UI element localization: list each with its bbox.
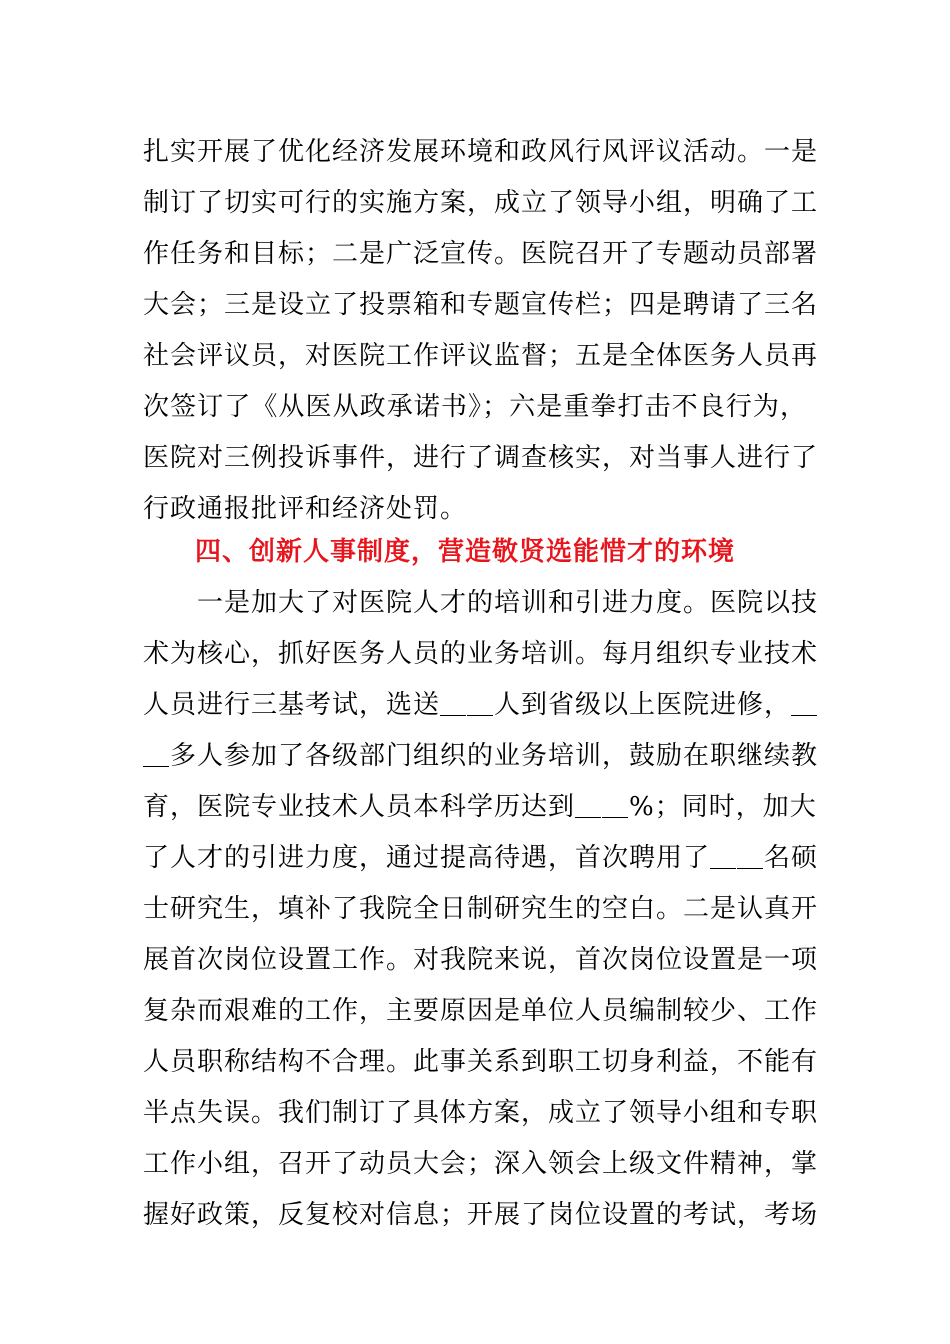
text-line: 了人才的引进力度，通过提高待遇，首次聘用了＿＿名硕: [143, 843, 819, 873]
text-line: 半点失误。我们制订了具体方案，成立了领导小组和专职: [143, 1098, 819, 1128]
text-line: 扎实开展了优化经济发展环境和政风行风评议活动。一是: [143, 137, 819, 167]
text-line: 士研究生，填补了我院全日制研究生的空白。二是认真开: [143, 894, 819, 924]
text-line: 社会评议员，对医院工作评议监督；五是全体医务人员再: [143, 341, 819, 371]
text-line: 一是加大了对医院人才的培训和引进力度。医院以技: [143, 588, 819, 618]
text-line: 术为核心，抓好医务人员的业务培训。每月组织专业技术: [143, 639, 819, 669]
text-line: 人员职称结构不合理。此事关系到职工切身利益，不能有: [143, 1047, 819, 1077]
text-line: 复杂而艰难的工作，主要原因是单位人员编制较少、工作: [143, 996, 819, 1026]
text-line: 大会；三是设立了投票箱和专题宣传栏；四是聘请了三名: [143, 290, 819, 320]
text-line: 人员进行三基考试，选送＿＿人到省级以上医院进修，＿: [143, 690, 819, 720]
text-line: 作任务和目标；二是广泛宣传。医院召开了专题动员部署: [143, 239, 819, 269]
text-line: 制订了切实可行的实施方案，成立了领导小组，明确了工: [143, 188, 819, 218]
text-line: ＿多人参加了各级部门组织的业务培训，鼓励在职继续教: [143, 741, 819, 771]
text-line: 育，医院专业技术人员本科学历达到＿＿%；同时，加大: [143, 792, 817, 822]
text-line: 医院对三例投诉事件，进行了调查核实，对当事人进行了: [143, 443, 819, 473]
text-line: 行政通报批评和经济处罚。: [143, 494, 468, 524]
section-heading: 四、创新人事制度，营造敬贤选能惜才的环境: [195, 537, 736, 567]
text-line: 握好政策，反复校对信息；开展了岗位设置的考试，考场: [143, 1200, 819, 1230]
text-line: 次签订了《从医从政承诺书》；六是重拳打击不良行为，: [143, 392, 807, 422]
text-line: 展首次岗位设置工作。对我院来说，首次岗位设置是一项: [143, 945, 819, 975]
text-line: 工作小组，召开了动员大会；深入领会上级文件精神，掌: [143, 1149, 819, 1179]
